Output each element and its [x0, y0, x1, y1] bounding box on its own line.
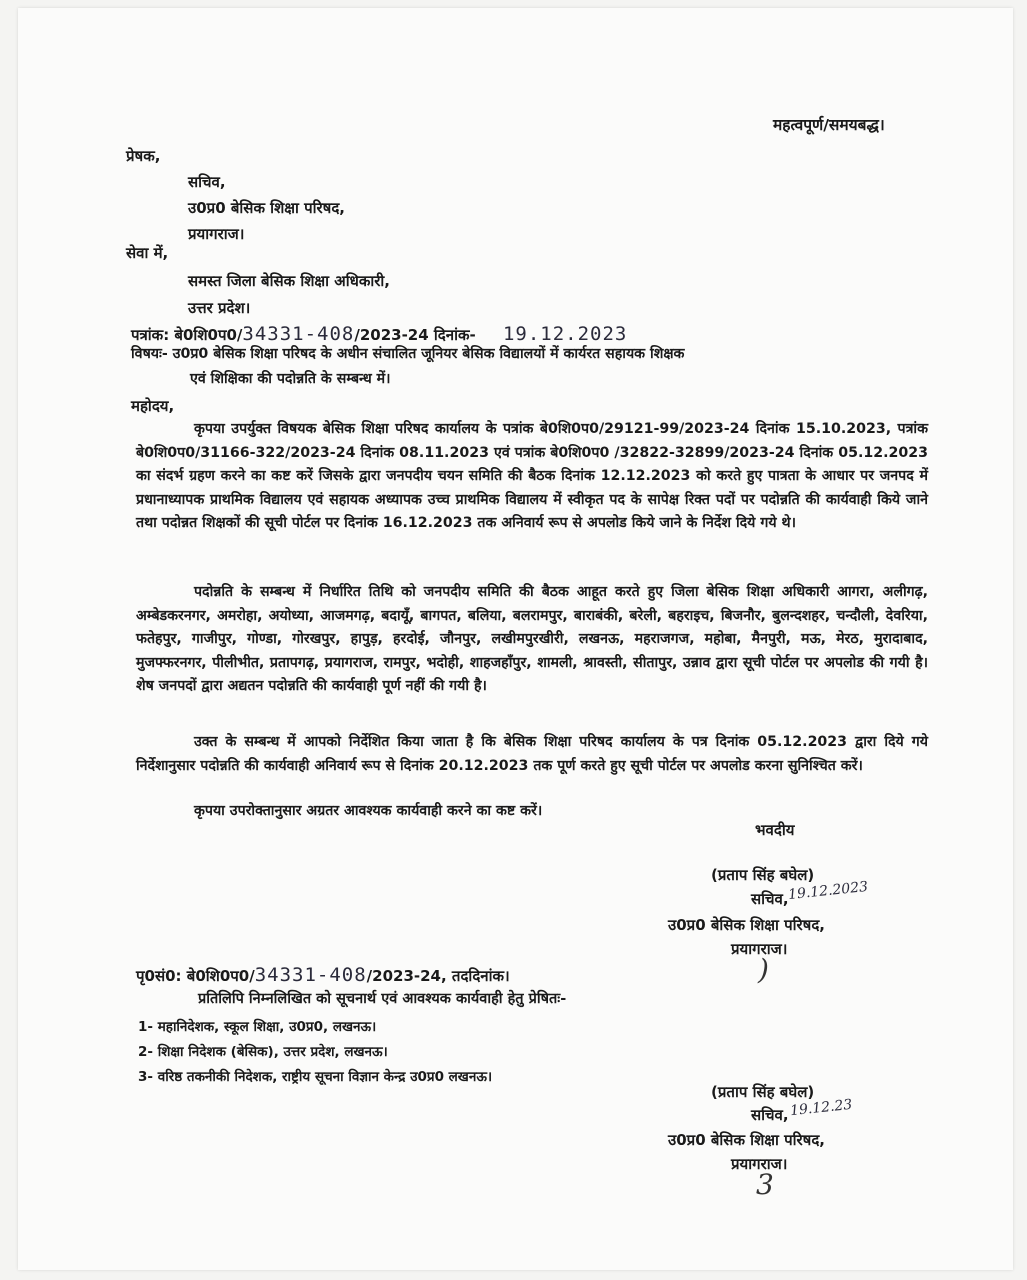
reference-handwritten-number: 34331-408 [242, 323, 355, 345]
letter-page [18, 8, 1013, 1270]
signatory-designation: सचिव, [751, 890, 789, 908]
salutation: महोदय, [131, 397, 175, 415]
valediction: भवदीय [755, 821, 795, 839]
endorsement-item-2: 2- शिक्षा निदेशक (बेसिक), उत्तर प्रदेश, लखनऊ। [138, 1044, 388, 1060]
paragraph-4: कृपया उपरोक्तानुसार अग्रतर आवश्यक कार्यवाही करने का कष्ट करें। [194, 803, 543, 819]
endorsement-line [136, 965, 510, 986]
paragraph-2: पदोन्नति के सम्बन्ध में निर्धारित तिथि को जनपदीय समिति की बैठक आहूत करते हुए जिला बेसिक शिक्षा अधिकारी आगरा, अलीगढ़, अम्बेडकरनगर, अमरोहा, अयोध्या, आजमगढ़, बदायूँ, बागपत, बलिया, बलरामपुर, बाराबंकी, बरेली, बहराइच, बिजनौर, बुलन्दशहर, चन्दौली, देवरिया, फतेहपुर, गाजीपुर, गोण्डा, गोरखपुर, हापुड़, हरदोई, जौनपुर, लखीमपुरखीरी, लखनऊ, महराजगज, महोबा, मैनपुरी, मऊ, मेरठ, मुरादाबाद, मुजफ्फरनगर, पीलीभीत, प्रतापगढ़, प्रयागराज, रामपुर, भदोही, शाहजहाँपुर, शामली, श्रावस्ती, सीतापुर, उन्नाव द्वारा सूची पोर्टल पर अपलोड की गयी है। शेष जनपदों द्वारा अद्यतन पदोन्नति की कार्यवाही पूर्ण नहीं की गयी है। [136, 584, 928, 694]
recipient-line-2: उत्तर प्रदेश। [188, 299, 251, 317]
endorsement-intro: प्रतिलिपि निम्नलिखित को सूचनार्थ एवं आवश्यक कार्यवाही हेतु प्रेषितः- [198, 991, 567, 1007]
signatory-name: (प्रताप सिंह बघेल) [711, 866, 815, 884]
signature-date-2: 19.12.23 [789, 1096, 854, 1120]
signatory-office-2: उ0प्र0 बेसिक शिक्षा परिषद, [668, 1131, 826, 1149]
initial-mark-2: 3 [756, 1168, 774, 1201]
reference-handwritten-date: 19.12.2023 [502, 323, 628, 345]
endorsement-prefix: पृ0सं0: बे0शि0प0/ [136, 967, 255, 985]
reference-prefix: पत्रांक: बे0शि0प0/ [131, 326, 243, 344]
signatory-office: उ0प्र0 बेसिक शिक्षा परिषद, [668, 916, 826, 934]
subject-line-2: एवं शिक्षिका की पदोन्नति के सम्बन्ध में। [190, 371, 391, 387]
paragraph-3: उक्त के सम्बन्ध में आपको निर्देशित किया जाता है कि बेसिक शिक्षा परिषद कार्यालय के पत्र दिनांक 05.12.2023 द्वारा दिये गये निर्देशानुसार पदोन्नति की कार्यवाही अनिवार्य रूप से दिनांक 20.12.2023 तक पूर्ण करते हुए सूची पोर्टल पर अपलोड करना सुनिश्चित करें। [136, 734, 928, 774]
endorsement-suffix: /2023-24, तददिनांक। [366, 967, 510, 985]
reference-line [131, 324, 627, 345]
recipient-line-1: समस्त जिला बेसिक शिक्षा अधिकारी, [188, 272, 390, 290]
priority-label: महत्वपूर्ण/समयबद्ध। [773, 116, 885, 134]
paragraph-1: कृपया उपर्युक्त विषयक बेसिक शिक्षा परिषद कार्यालय के पत्रांक बे0शि0प0/29121-99/2023-24 दिनांक 15.10.2023, पत्रांक बे0शि0प0/31166-322/2023-24 दिनांक 08.11.2023 एवं पत्रांक बे0शि0प0 /32822-32899/2023-24 दिनांक 05.12.2023 का संदर्भ ग्रहण करने का कष्ट करें जिसके द्वारा जनपदीय चयन समिति की बैठक दिनांक 12.12.2023 को करते हुए पात्रता के आधार पर जनपद में प्रधानाध्यापक प्राथमिक विद्यालय एवं सहायक अध्यापक उच्च प्राथमिक विद्यालय में स्वीकृत पद के सापेक्ष रिक्त पदों पर पदोन्नति की कार्यवाही किये जाने तथा पदोन्नत शिक्षकों की सूची पोर्टल पर दिनांक 16.12.2023 तक अनिवार्य रूप से अपलोड किये जाने के निर्देश दिये गये थे। [136, 421, 928, 531]
signatory-designation-2: सचिव, [751, 1106, 789, 1124]
sender-line-3: प्रयागराज। [188, 225, 245, 243]
signature-date: 19.12.2023 [787, 878, 869, 904]
signatory-name-2: (प्रताप सिंह बघेल) [711, 1083, 815, 1101]
signatory-city-2: प्रयागराज। [731, 1155, 788, 1173]
sender-line-2: उ0प्र0 बेसिक शिक्षा परिषद, [188, 199, 346, 217]
recipient-label: सेवा में, [126, 244, 169, 262]
sender-line-1: सचिव, [188, 173, 226, 191]
endorsement-handwritten-number: 34331-408 [254, 964, 367, 986]
signatory-city: प्रयागराज। [731, 940, 788, 958]
reference-suffix: /2023-24 दिनांक- [354, 326, 476, 344]
subject-line-1: विषयः- उ0प्र0 बेसिक शिक्षा परिषद के अधीन संचालित जूनियर बेसिक विद्यालयों में कार्यरत सहायक शिक्षक [131, 346, 685, 362]
endorsement-item-1: 1- महानिदेशक, स्कूल शिक्षा, उ0प्र0, लखनऊ। [138, 1019, 377, 1035]
endorsement-item-3: 3- वरिष्ठ तकनीकी निदेशक, राष्ट्रीय सूचना विज्ञान केन्द्र उ0प्र0 लखनऊ। [138, 1069, 493, 1085]
sender-label: प्रेषक, [126, 147, 161, 165]
initial-mark: ) [758, 953, 769, 986]
